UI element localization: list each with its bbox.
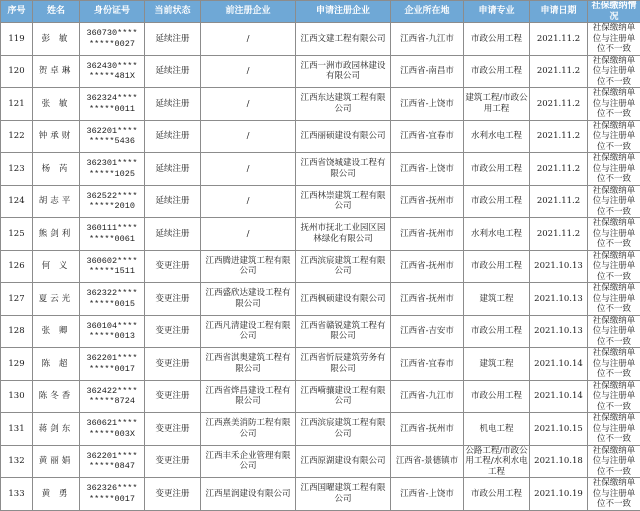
social-security-status: 社保缴纳单位与注册单位不一致 [588,315,640,348]
company-location: 江西省-九江市 [391,23,464,56]
apply-date: 2021.11.2 [530,185,588,218]
person-name: 夏云光 [33,283,80,316]
table-row [1,153,640,186]
apply-date: 2021.10.13 [530,315,588,348]
previous-company: 江西丰禾企业管理有限公司 [201,445,296,478]
header-status: 当前状态 [145,1,201,23]
applied-major: 市政公用工程 [464,315,530,348]
social-security-status: 社保缴纳单位与注册单位不一致 [588,55,640,88]
applied-major: 市政公用工程 [464,380,530,413]
id-number-part1: 362301**** [81,158,143,169]
social-security-status: 社保缴纳单位与注册单位不一致 [588,348,640,381]
table-row [1,348,640,381]
header-prev-company: 前注册企业 [201,1,296,23]
table-row [1,218,640,251]
id-number-part1: 362201**** [81,451,143,462]
id-number-part1: 362422**** [81,386,143,397]
applied-major: 机电工程 [464,413,530,446]
apply-date: 2021.11.2 [530,55,588,88]
id-number [80,283,145,316]
id-number-part2: *****0017 [81,494,143,505]
previous-company: 江西熹美消防工程有限公司 [201,413,296,446]
table-row [1,250,640,283]
apply-date: 2021.10.13 [530,250,588,283]
table-row [1,283,640,316]
id-number [80,445,145,478]
applying-company: 江西枫硕建设有限公司 [296,283,391,316]
apply-date: 2021.10.14 [530,380,588,413]
person-name: 陈冬香 [33,380,80,413]
id-number [80,478,145,511]
table-row [1,23,640,56]
previous-company: / [201,23,296,56]
social-security-status: 社保缴纳单位与注册单位不一致 [588,153,640,186]
id-number-part2: *****5436 [81,136,143,147]
company-location: 江西省-上饶市 [391,478,464,511]
apply-date: 2021.10.13 [530,283,588,316]
current-status: 延续注册 [145,218,201,251]
previous-company: 江西省烨昌建设工程有限公司 [201,380,296,413]
previous-company: / [201,120,296,153]
current-status: 延续注册 [145,55,201,88]
previous-company: / [201,55,296,88]
id-number [80,218,145,251]
row-number: 124 [1,185,33,218]
applying-company: 江西原湖建设有限公司 [296,445,391,478]
apply-date: 2021.10.19 [530,478,588,511]
id-number-part1: 360602**** [81,256,143,267]
person-name: 杨 芮 [33,153,80,186]
id-number [80,185,145,218]
company-location: 江西省-上饶市 [391,153,464,186]
id-number [80,380,145,413]
id-number [80,348,145,381]
header-id: 身份证号 [80,1,145,23]
current-status: 变更注册 [145,478,201,511]
person-name: 黄 勇 [33,478,80,511]
id-number [80,153,145,186]
company-location: 江西省-抚州市 [391,218,464,251]
previous-company: / [201,185,296,218]
id-number-part2: *****1025 [81,169,143,180]
person-name: 熊剑利 [33,218,80,251]
previous-company: 江西盛欣达建设工程有限公司 [201,283,296,316]
table-row [1,478,640,511]
applied-major: 建筑工程/市政公用工程 [464,88,530,121]
company-location: 江西省-吉安市 [391,315,464,348]
current-status: 延续注册 [145,153,201,186]
person-name: 张 卿 [33,315,80,348]
current-status: 变更注册 [145,445,201,478]
apply-date: 2021.11.2 [530,218,588,251]
current-status: 变更注册 [145,250,201,283]
table-row [1,55,640,88]
apply-date: 2021.11.2 [530,23,588,56]
social-security-status: 社保缴纳单位与注册单位不一致 [588,413,640,446]
applying-company: 江西省饶城建设工程有限公司 [296,153,391,186]
person-name: 何 义 [33,250,80,283]
applying-company: 江西滨宸建筑工程有限公司 [296,250,391,283]
row-number: 132 [1,445,33,478]
id-number-part2: *****0017 [81,364,143,375]
previous-company: 江西星润建设有限公司 [201,478,296,511]
table-row [1,315,640,348]
id-number [80,413,145,446]
person-name: 胡志平 [33,185,80,218]
social-security-status: 社保缴纳单位与注册单位不一致 [588,120,640,153]
person-name: 钟承财 [33,120,80,153]
applied-major: 建筑工程 [464,283,530,316]
current-status: 变更注册 [145,348,201,381]
current-status: 延续注册 [145,88,201,121]
applied-major: 市政公用工程 [464,185,530,218]
header-apply-company: 申请注册企业 [296,1,391,23]
current-status: 延续注册 [145,23,201,56]
header-major: 申请专业 [464,1,530,23]
id-number-part2: *****0015 [81,299,143,310]
row-number: 120 [1,55,33,88]
apply-date: 2021.11.2 [530,153,588,186]
row-number: 121 [1,88,33,121]
id-number-part1: 362326**** [81,483,143,494]
previous-company: / [201,88,296,121]
applying-company: 江西丽硕建设有限公司 [296,120,391,153]
person-name: 贺卓琳 [33,55,80,88]
table-body [1,23,640,511]
row-number: 131 [1,413,33,446]
current-status: 延续注册 [145,120,201,153]
id-number [80,250,145,283]
id-number-part1: 362201**** [81,126,143,137]
social-security-status: 社保缴纳单位与注册单位不一致 [588,445,640,478]
table-row [1,185,640,218]
social-security-status: 社保缴纳单位与注册单位不一致 [588,23,640,56]
table-row [1,88,640,121]
id-number [80,120,145,153]
applied-major: 市政公用工程 [464,23,530,56]
id-number [80,55,145,88]
applied-major: 市政公用工程 [464,250,530,283]
id-number-part1: 360104**** [81,321,143,332]
id-number [80,88,145,121]
company-location: 江西省-抚州市 [391,250,464,283]
current-status: 延续注册 [145,185,201,218]
person-name: 陈 超 [33,348,80,381]
social-security-status: 社保缴纳单位与注册单位不一致 [588,478,640,511]
previous-company: / [201,153,296,186]
apply-date: 2021.10.15 [530,413,588,446]
applied-major: 市政公用工程 [464,478,530,511]
previous-company: / [201,218,296,251]
person-name: 彭 敏 [33,23,80,56]
row-number: 127 [1,283,33,316]
social-security-status: 社保缴纳单位与注册单位不一致 [588,250,640,283]
id-number-part2: *****2010 [81,201,143,212]
person-name: 黄丽娟 [33,445,80,478]
row-number: 129 [1,348,33,381]
id-number-part1: 360621**** [81,418,143,429]
social-security-status: 社保缴纳单位与注册单位不一致 [588,218,640,251]
social-security-status: 社保缴纳单位与注册单位不一致 [588,283,640,316]
apply-date: 2021.11.2 [530,120,588,153]
previous-company: 江西省淇奥建筑工程有限公司 [201,348,296,381]
applying-company: 江西省忻辰建筑劳务有限公司 [296,348,391,381]
applied-major: 市政公用工程 [464,55,530,88]
applying-company: 江西滨宸建筑工程有限公司 [296,413,391,446]
row-number: 119 [1,23,33,56]
social-security-status: 社保缴纳单位与注册单位不一致 [588,380,640,413]
id-number-part1: 360730**** [81,28,143,39]
id-number-part2: *****0027 [81,39,143,50]
id-number-part2: *****0013 [81,331,143,342]
applying-company: 江西国曜建筑工程有限公司 [296,478,391,511]
row-number: 133 [1,478,33,511]
id-number-part1: 362201**** [81,353,143,364]
table-row [1,120,640,153]
header-row [1,1,640,23]
person-name: 张 敏 [33,88,80,121]
header-date: 申请日期 [530,1,588,23]
company-location: 江西省-宜春市 [391,348,464,381]
applied-major: 建筑工程 [464,348,530,381]
company-location: 江西省-抚州市 [391,413,464,446]
person-name: 蒋剑东 [33,413,80,446]
id-number-part2: *****0011 [81,104,143,115]
id-number-part1: 362324**** [81,93,143,104]
applying-company: 江西嗬骧建设工程有限公司 [296,380,391,413]
previous-company: 江西腾进建筑工程有限公司 [201,250,296,283]
table-row [1,413,640,446]
id-number-part2: *****003X [81,429,143,440]
id-number-part2: *****8724 [81,396,143,407]
apply-date: 2021.10.18 [530,445,588,478]
applied-major: 公路工程/市政公用工程/水利水电工程 [464,445,530,478]
row-number: 123 [1,153,33,186]
applied-major: 市政公用工程 [464,153,530,186]
apply-date: 2021.10.14 [530,348,588,381]
id-number-part1: 362430**** [81,61,143,72]
id-number [80,315,145,348]
id-number-part2: *****0061 [81,234,143,245]
company-location: 江西省-景德镇市 [391,445,464,478]
header-social: 社保缴纳情况 [588,1,640,23]
current-status: 变更注册 [145,283,201,316]
company-location: 江西省-南昌市 [391,55,464,88]
id-number-part1: 360111**** [81,223,143,234]
applying-company: 江西一洲市政园林建设有限公司 [296,55,391,88]
applying-company: 抚州市抚北工业园区园林绿化有限公司 [296,218,391,251]
applying-company: 江西东达建筑工程有限公司 [296,88,391,121]
applying-company: 江西林崇建筑工程有限公司 [296,185,391,218]
id-number [80,23,145,56]
table-row [1,380,640,413]
id-number-part1: 362322**** [81,288,143,299]
id-number-part1: 362522**** [81,191,143,202]
row-number: 130 [1,380,33,413]
id-number-part2: *****481X [81,71,143,82]
row-number: 125 [1,218,33,251]
company-location: 江西省-抚州市 [391,185,464,218]
company-location: 江西省-宜春市 [391,120,464,153]
company-location: 江西省-抚州市 [391,283,464,316]
current-status: 变更注册 [145,380,201,413]
table-row [1,445,640,478]
applying-company: 江西省赣锐建筑工程有限公司 [296,315,391,348]
social-security-status: 社保缴纳单位与注册单位不一致 [588,185,640,218]
apply-date: 2021.11.2 [530,88,588,121]
header-name: 姓名 [33,1,80,23]
applied-major: 水利水电工程 [464,120,530,153]
social-security-status: 社保缴纳单位与注册单位不一致 [588,88,640,121]
company-location: 江西省-九江市 [391,380,464,413]
applied-major: 水利水电工程 [464,218,530,251]
company-location: 江西省-上饶市 [391,88,464,121]
header-no: 序号 [1,1,33,23]
id-number-part2: *****1511 [81,266,143,277]
applying-company: 江西文建工程有限公司 [296,23,391,56]
row-number: 126 [1,250,33,283]
current-status: 变更注册 [145,413,201,446]
current-status: 变更注册 [145,315,201,348]
header-location: 企业所在地 [391,1,464,23]
row-number: 128 [1,315,33,348]
id-number-part2: *****0847 [81,461,143,472]
row-number: 122 [1,120,33,153]
previous-company: 江西凡清建设工程有限公司 [201,315,296,348]
